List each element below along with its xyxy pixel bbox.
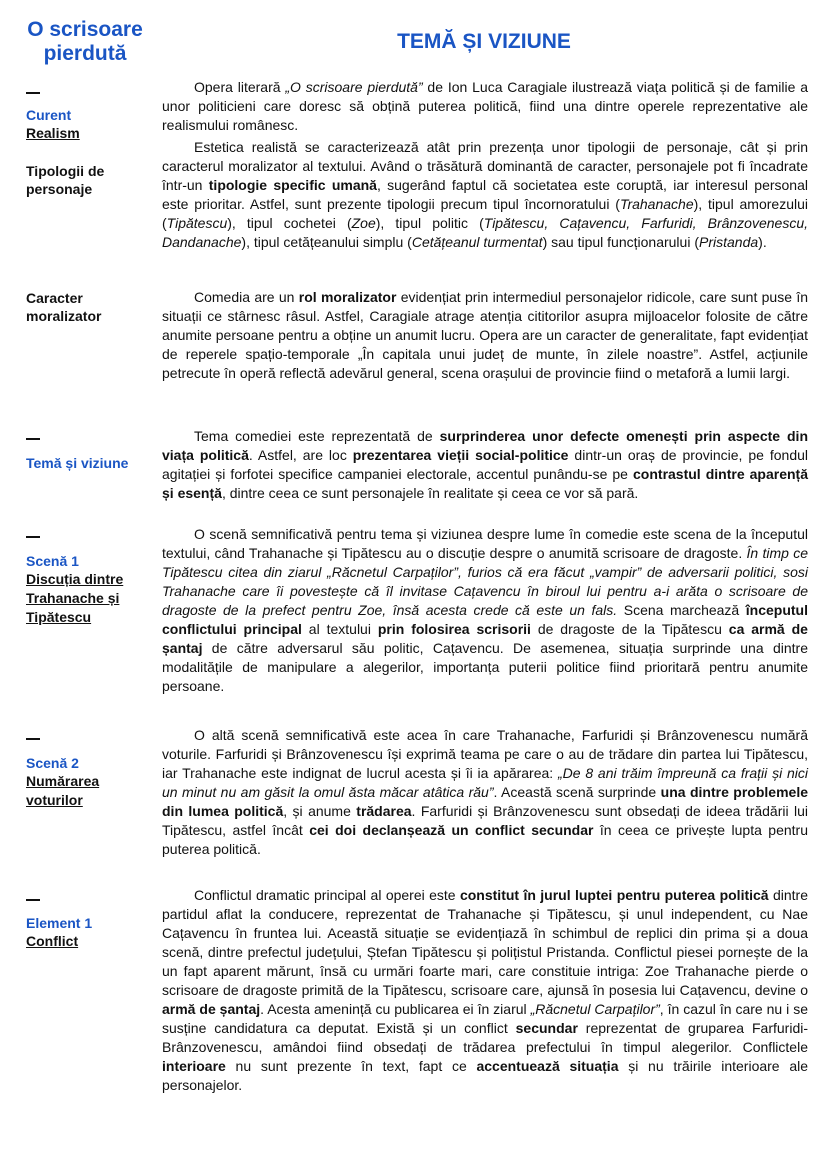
label-curent-value: Realism [26,125,80,141]
label-scena1: Scenă 1 [26,553,79,569]
paragraph-intro: Opera literară „O scrisoare pierdută” de Ion Luca Caragiale ilustrează viața politică și de familie a unor politicieni care doresc să obțină puterea politică, fiind una dintre operele reprezentative ale realismului românesc. [162,79,808,133]
label-scena2-title: Numărarea voturilor [26,773,100,808]
paragraph-scena1: O scenă semnificativă pentru tema și viziunea despre lume în comedie este scena de la începutul textului, când Trahanache și Tipătescu au o discuție despre o anumită scrisoare de dragoste. În timp ce Tipătescu citea din ziarul „Răcnetul Carpaților”, furios că era făcut „vampir” de adversarii politici, sosi Trahanache care îi povestește că îl invitase Cațavencu în biroul lui pentru a-i arăta o scrisoare de dragoste de la prefect pentru Zoe, însă acesta crede că este un fals. Scena marchează începutul conflictului principal al textului prin folosirea scrisorii de dragoste de la Tipătescu ca armă de șantaj de către adversarul său politic, Cațavencu. De asemenea, situația surprinde una dintre modalitățile de manipulare a alegerilor, importanța puterii politice fiind prioritară pentru anumite persoane. [162,526,808,694]
label-element1-title: Conflict [26,933,79,949]
sidebar-title: O scrisoare pierdută [27,18,143,65]
section-divider [26,738,40,740]
paragraph-scena2: O altă scenă semnificativă este acea în care Trahanache, Farfuridi și Brânzovenescu numără voturile. Farfuridi și Brânzovenescu își exprimă teama pe care o au de trădare din partea lui Tipătescu, iar Trahanache este indignat de lucrul acesta și îi ia apărarea: „De 8 ani trăim împreună ca frații și nici un minut nu am găsit la omul ăsta măcar atâtica rău”. Această scenă surprinde una dintre problemele din lumea politică, și anume trădarea. Farfuridi și Brânzovenescu sunt obsedați de ideea trădării lui Tipătescu, astfel încât cei doi declanșează un conflict secundar în ceea ce privește lupta pentru puterea politică. [162,727,809,857]
label-tipologii: Tipologii de personaje [26,163,105,197]
section-divider [26,438,40,440]
label-tema: Temă și viziune [26,455,129,471]
section-divider [26,536,40,538]
label-element1: Element 1 [26,915,93,931]
label-curent: Curent [26,107,72,123]
paragraph-tipologii: Estetica realistă se caracterizează atât prin prezența unor tipologii de personaje, cât și prin caracterul moralizator al textului. Având o trăsătură dominantă de caracter, personajele pot fi încadrate într-un tipologie specific umană, sugerând faptul că societatea este coruptă, iar interesul personal este prioritar. Astfel, sunt prezente tipologii precum tipul încornoratului (Trahanache), tipul amorezului (Tipătescu), tipul cochetei (Zoe), tipul politic (Tipătescu, Cațavencu, Farfuridi, Brânzovenescu, Dandanache), tipul cetățeanului simplu (Cetățeanul turmentat) sau tipul funcționarului (Pristanda). [162,139,808,250]
section-divider [26,899,40,901]
paragraph-tema: Tema comediei este reprezentată de surprinderea unor defecte omenești prin aspecte din viața politică. Astfel, are loc prezentarea vieții social-politice dintr-un oraș de provincie, pe fondul agitației și forfotei specifice campaniei electorale, accentul punându-se pe contrastul dintre aparență și esență, dintre ceea ce sunt personajele în realitate și ceea ce vor să pară. [162,428,809,501]
section-divider [26,92,40,94]
label-caracter: Caracter moralizator [26,290,102,324]
page-title: TEMĂ ȘI VIZIUNE [397,30,571,53]
paragraph-caracter: Comedia are un rol moralizator evidențiat prin intermediul personajelor ridicole, care sunt puse în situații ce stârnesc râsul. Astfel, Caragiale atrage atenția cititorilor asupra mijloacelor folosite de către anumite persoane pentru a obține un anumit lucru. Opera are un caracter de generalitate, fapt evidențiat de reperele spațio-temporale „În capitala unui județ de munte, în zilele noastre”. Astfel, acțiunile petrecute în operă reflectă adevărul general, scena orașului de provincie fiind o metaforă a lumii largi. [162,289,808,381]
label-scena1-title: Discuția dintre Trahanache și Tipătescu [26,571,124,625]
paragraph-conflict: Conflictul dramatic principal al operei este constitut în jurul luptei pentru puterea politică dintre partidul aflat la conducere, reprezentat de Trahanache și Tipătescu, și unul independent, cu Nae Cațavencu în fruntea lui. Această situație se evidențiază în schimbul de replici din prima și a doua scenă, dintre prefectul județului, Ștefan Tipătescu și polițistul Pristanda. Conflictul piesei pornește de la un fapt aparent mărunt, însă cu urmări foarte mari, care constituie intriga: Zoe Trahanache pierde o scrisoare de dragoste primită de la Tipătescu, scrisoare care, ajunsă în posesia lui Cațavencu, devine o armă de șantaj. Acesta amenință cu publicarea ei în ziarul „Răcnetul Carpaților”, în cazul în care nu i se susține candidatura ca deputat. Există și un conflict secundar reprezentat de gruparea Farfuridi-Brânzovenescu, amândoi fiind obsedați de trădarea prefectului în timpul alegerilor. Conflictele interioare nu sunt prezente în text, fapt ce accentuează situația și nu trăirile interioare ale personajelor. [162,887,809,1093]
label-scena2: Scenă 2 [26,755,79,771]
